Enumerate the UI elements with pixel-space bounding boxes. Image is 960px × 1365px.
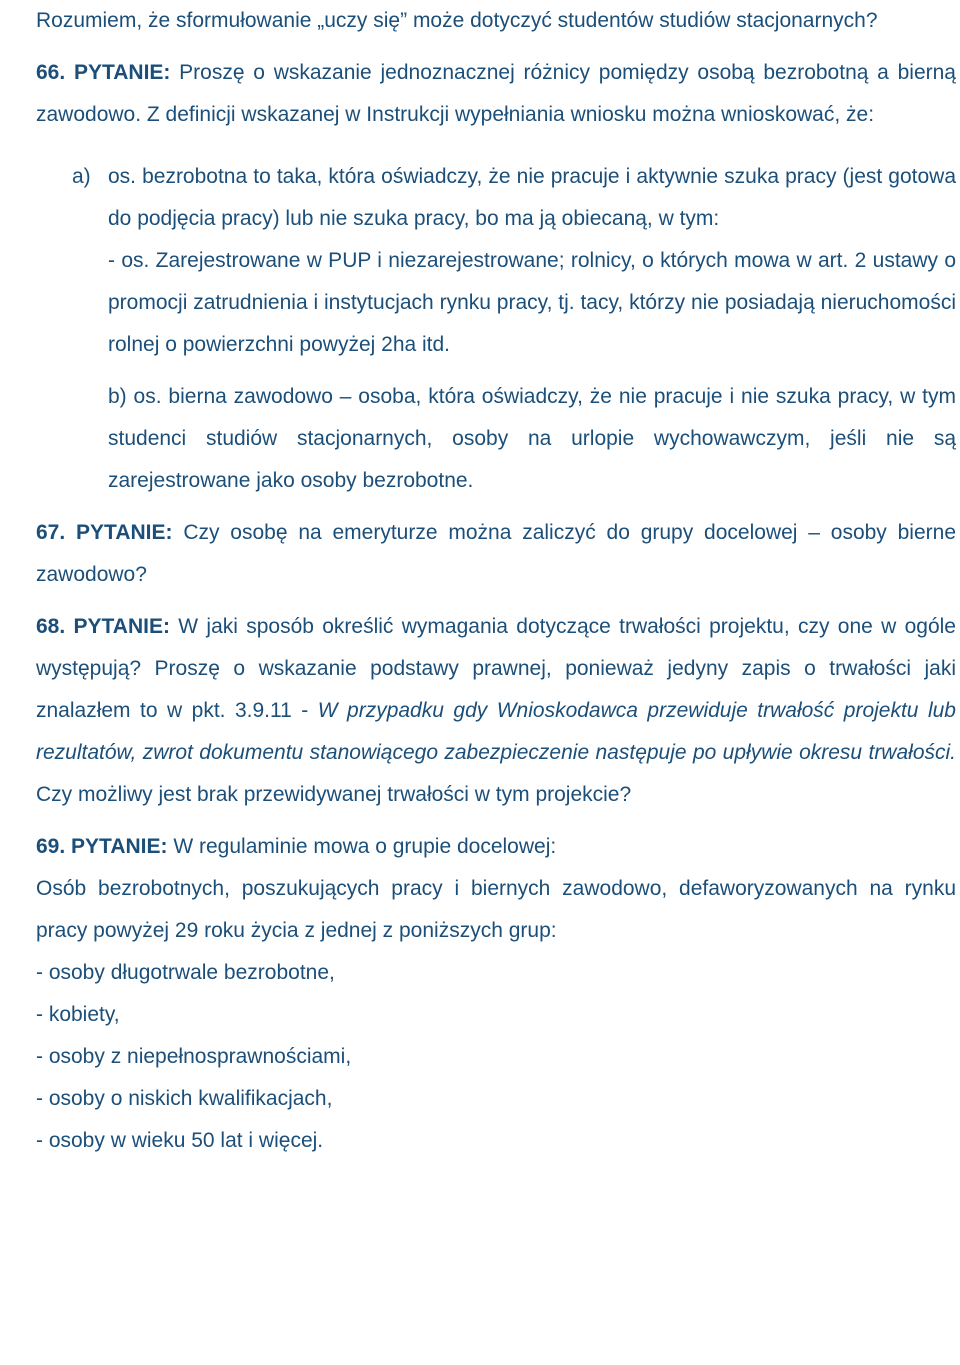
list-item: - osoby z niepełnosprawnościami, [36,1045,352,1068]
answer-list [72,156,956,366]
question-number: 67. [36,521,66,544]
quoted-provision: W przypadku gdy Wnioskodawca przewiduje trwałość projektu lub rezultatów, zwrot dokumentu stanowiącego zabezpieczenie następuje po upływie okresu trwałości. [36,699,956,764]
list-item: - osoby o niskich kwalifikacjach, [36,1087,333,1110]
question-keyword: PYTANIE: [73,61,171,84]
question-number: 66. [36,61,66,84]
target-group-description: Osób bezrobotnych, poszukujących pracy i biernych zawodowo, defaworyzowanych na rynku pracy powyżej 29 roku życia z jednej z poniższych grup: [36,877,956,942]
question-keyword: PYTANIE: [73,615,170,638]
list-marker: a) [72,165,91,188]
question-keyword: PYTANIE: [71,835,168,858]
list-item-b: b) os. bierna zawodowo – osoba, która oświadczy, że nie pracuje i nie szuka pracy, w tym studenci studiów stacjonarnych, osoby na urlopie wychowawczym, jeśli nie są zarejestrowane jako osoby bezrobotne. [108,385,956,492]
question-text: W regulaminie mowa o grupie docelowej: [173,835,557,858]
question-number: 68. [36,615,66,638]
list-item: - osoby w wieku 50 lat i więcej. [36,1129,324,1152]
question-67 [36,512,956,596]
list-item-subtext: - os. Zarejestrowane w PUP i niezarejestrowane; rolnicy, o których mowa w art. 2 ustawy o promocji zatrudnienia i instytucjach rynku pracy, tj. tacy, którzy nie posiadają nieruchomości rolnej o powierzchni powyżej 2ha itd. [108,249,956,356]
question-text-continued: Czy możliwy jest brak przewidywanej trwałości w tym projekcie? [36,783,632,806]
question-68 [36,606,956,816]
question-text: Czy osobę na emeryturze można zaliczyć do grupy docelowej – osoby bierne zawodowo? [36,521,956,586]
list-item: - osoby długotrwale bezrobotne, [36,961,335,984]
document-page [36,0,956,1162]
target-group-list [36,952,956,1162]
question-69 [36,826,956,868]
question-number: 69. [36,835,66,858]
question-text: W jaki sposób określić wymagania dotyczące trwałości projektu, czy one w ogóle występują? Proszę o wskazanie podstawy prawnej, ponieważ jedyny zapis o trwałości jaki znalazłem to w pkt. 3.9.11 - [36,615,956,722]
question-66 [36,52,956,136]
question-text: Proszę o wskazanie jednoznacznej różnicy pomiędzy osobą bezrobotną a bierną zawodowo. Z definicji wskazanej w Instrukcji wypełniania wniosku można wnioskować, że: [36,61,956,126]
list-item-a [72,156,956,366]
list-item-text: os. bezrobotna to taka, która oświadczy, że nie pracuje i aktywnie szuka pracy (jest gotowa do podjęcia pracy) lub nie szuka pracy, bo ma ją obiecaną, w tym: [108,165,956,230]
intro-paragraph: Rozumiem, że sformułowanie „uczy się” może dotyczyć studentów studiów stacjonarnych? [36,9,878,32]
question-keyword: PYTANIE: [76,521,173,544]
list-item: - kobiety, [36,1003,120,1026]
